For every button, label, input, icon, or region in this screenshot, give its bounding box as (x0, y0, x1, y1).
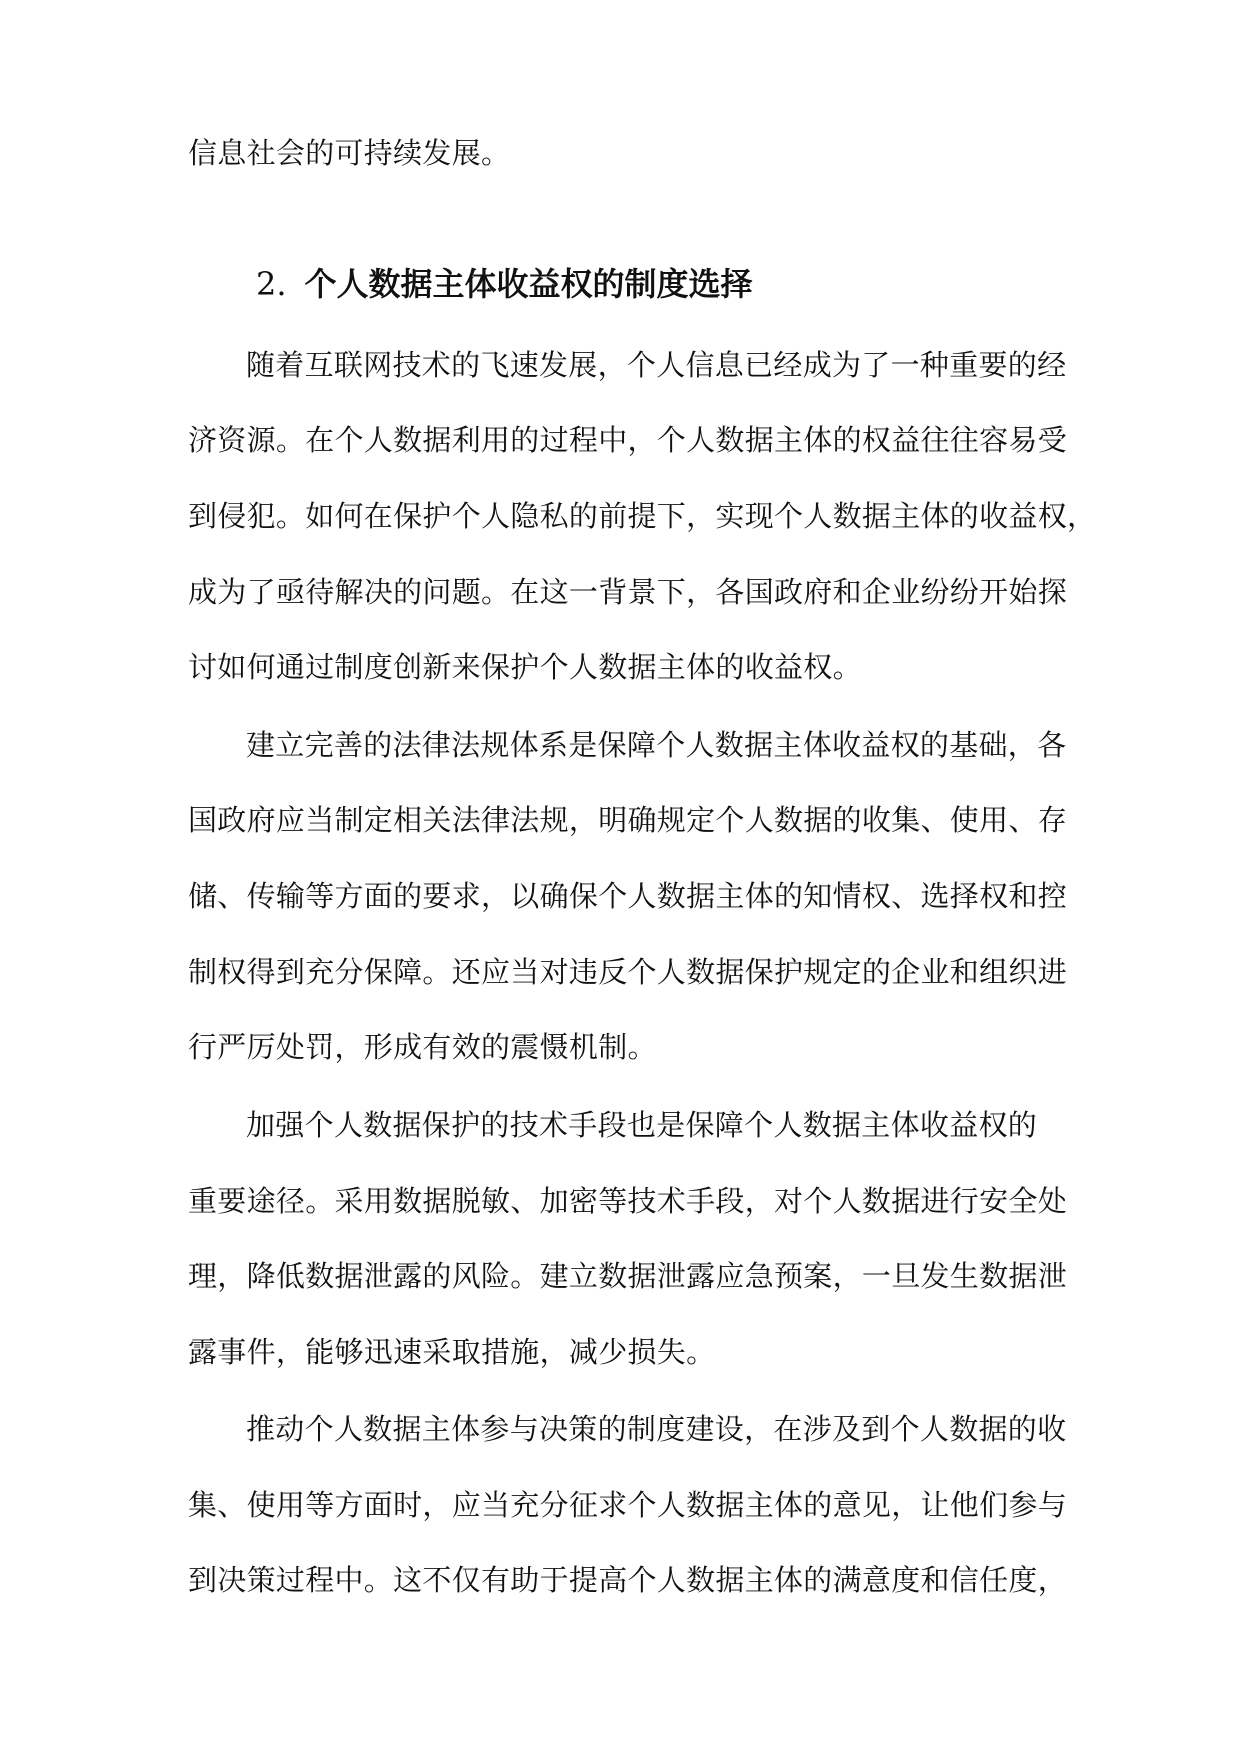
paragraph-line: 济资源。在个人数据利用的过程中，个人数据主体的权益往往容易受 (188, 423, 1068, 457)
paragraph-line: 露事件，能够迅速采取措施，减少损失。 (188, 1335, 716, 1369)
paragraph-line: 到侵犯。如何在保护个人隐私的前提下，实现个人数据主体的收益权， (188, 499, 1097, 533)
paragraph-line: 行严厉处罚，形成有效的震慑机制。 (188, 1030, 657, 1064)
paragraph-line: 国政府应当制定相关法律法规，明确规定个人数据的收集、使用、存 (188, 803, 1068, 837)
paragraph-line: 讨如何通过制度创新来保护个人数据主体的收益权。 (188, 650, 862, 684)
paragraph-line: 重要途径。采用数据脱敏、加密等技术手段，对个人数据进行安全处 (188, 1184, 1068, 1218)
paragraph-line: 信息社会的可持续发展。 (188, 136, 511, 170)
section-heading (256, 262, 753, 306)
paragraph-line: 储、传输等方面的要求，以确保个人数据主体的知情权、选择权和控 (188, 879, 1068, 913)
paragraph-line: 推动个人数据主体参与决策的制度建设，在涉及到个人数据的收 (246, 1412, 1067, 1446)
paragraph-line: 理，降低数据泄露的风险。建立数据泄露应急预案，一旦发生数据泄 (188, 1259, 1068, 1293)
paragraph-line: 建立完善的法律法规体系是保障个人数据主体收益权的基础，各 (246, 728, 1067, 762)
paragraph-line: 制权得到充分保障。还应当对违反个人数据保护规定的企业和组织进 (188, 955, 1068, 989)
paragraph-line: 随着互联网技术的飞速发展，个人信息已经成为了一种重要的经 (246, 348, 1067, 382)
paragraph-line: 到决策过程中。这不仅有助于提高个人数据主体的满意度和信任度， (188, 1563, 1068, 1597)
paragraph-line: 集、使用等方面时，应当充分征求个人数据主体的意见，让他们参与 (188, 1488, 1068, 1522)
section-number: 2. (256, 265, 287, 303)
paragraph-line: 成为了亟待解决的问题。在这一背景下，各国政府和企业纷纷开始探 (188, 575, 1068, 609)
paragraph-line: 加强个人数据保护的技术手段也是保障个人数据主体收益权的 (246, 1108, 1038, 1142)
section-title: 个人数据主体收益权的制度选择 (304, 265, 753, 303)
